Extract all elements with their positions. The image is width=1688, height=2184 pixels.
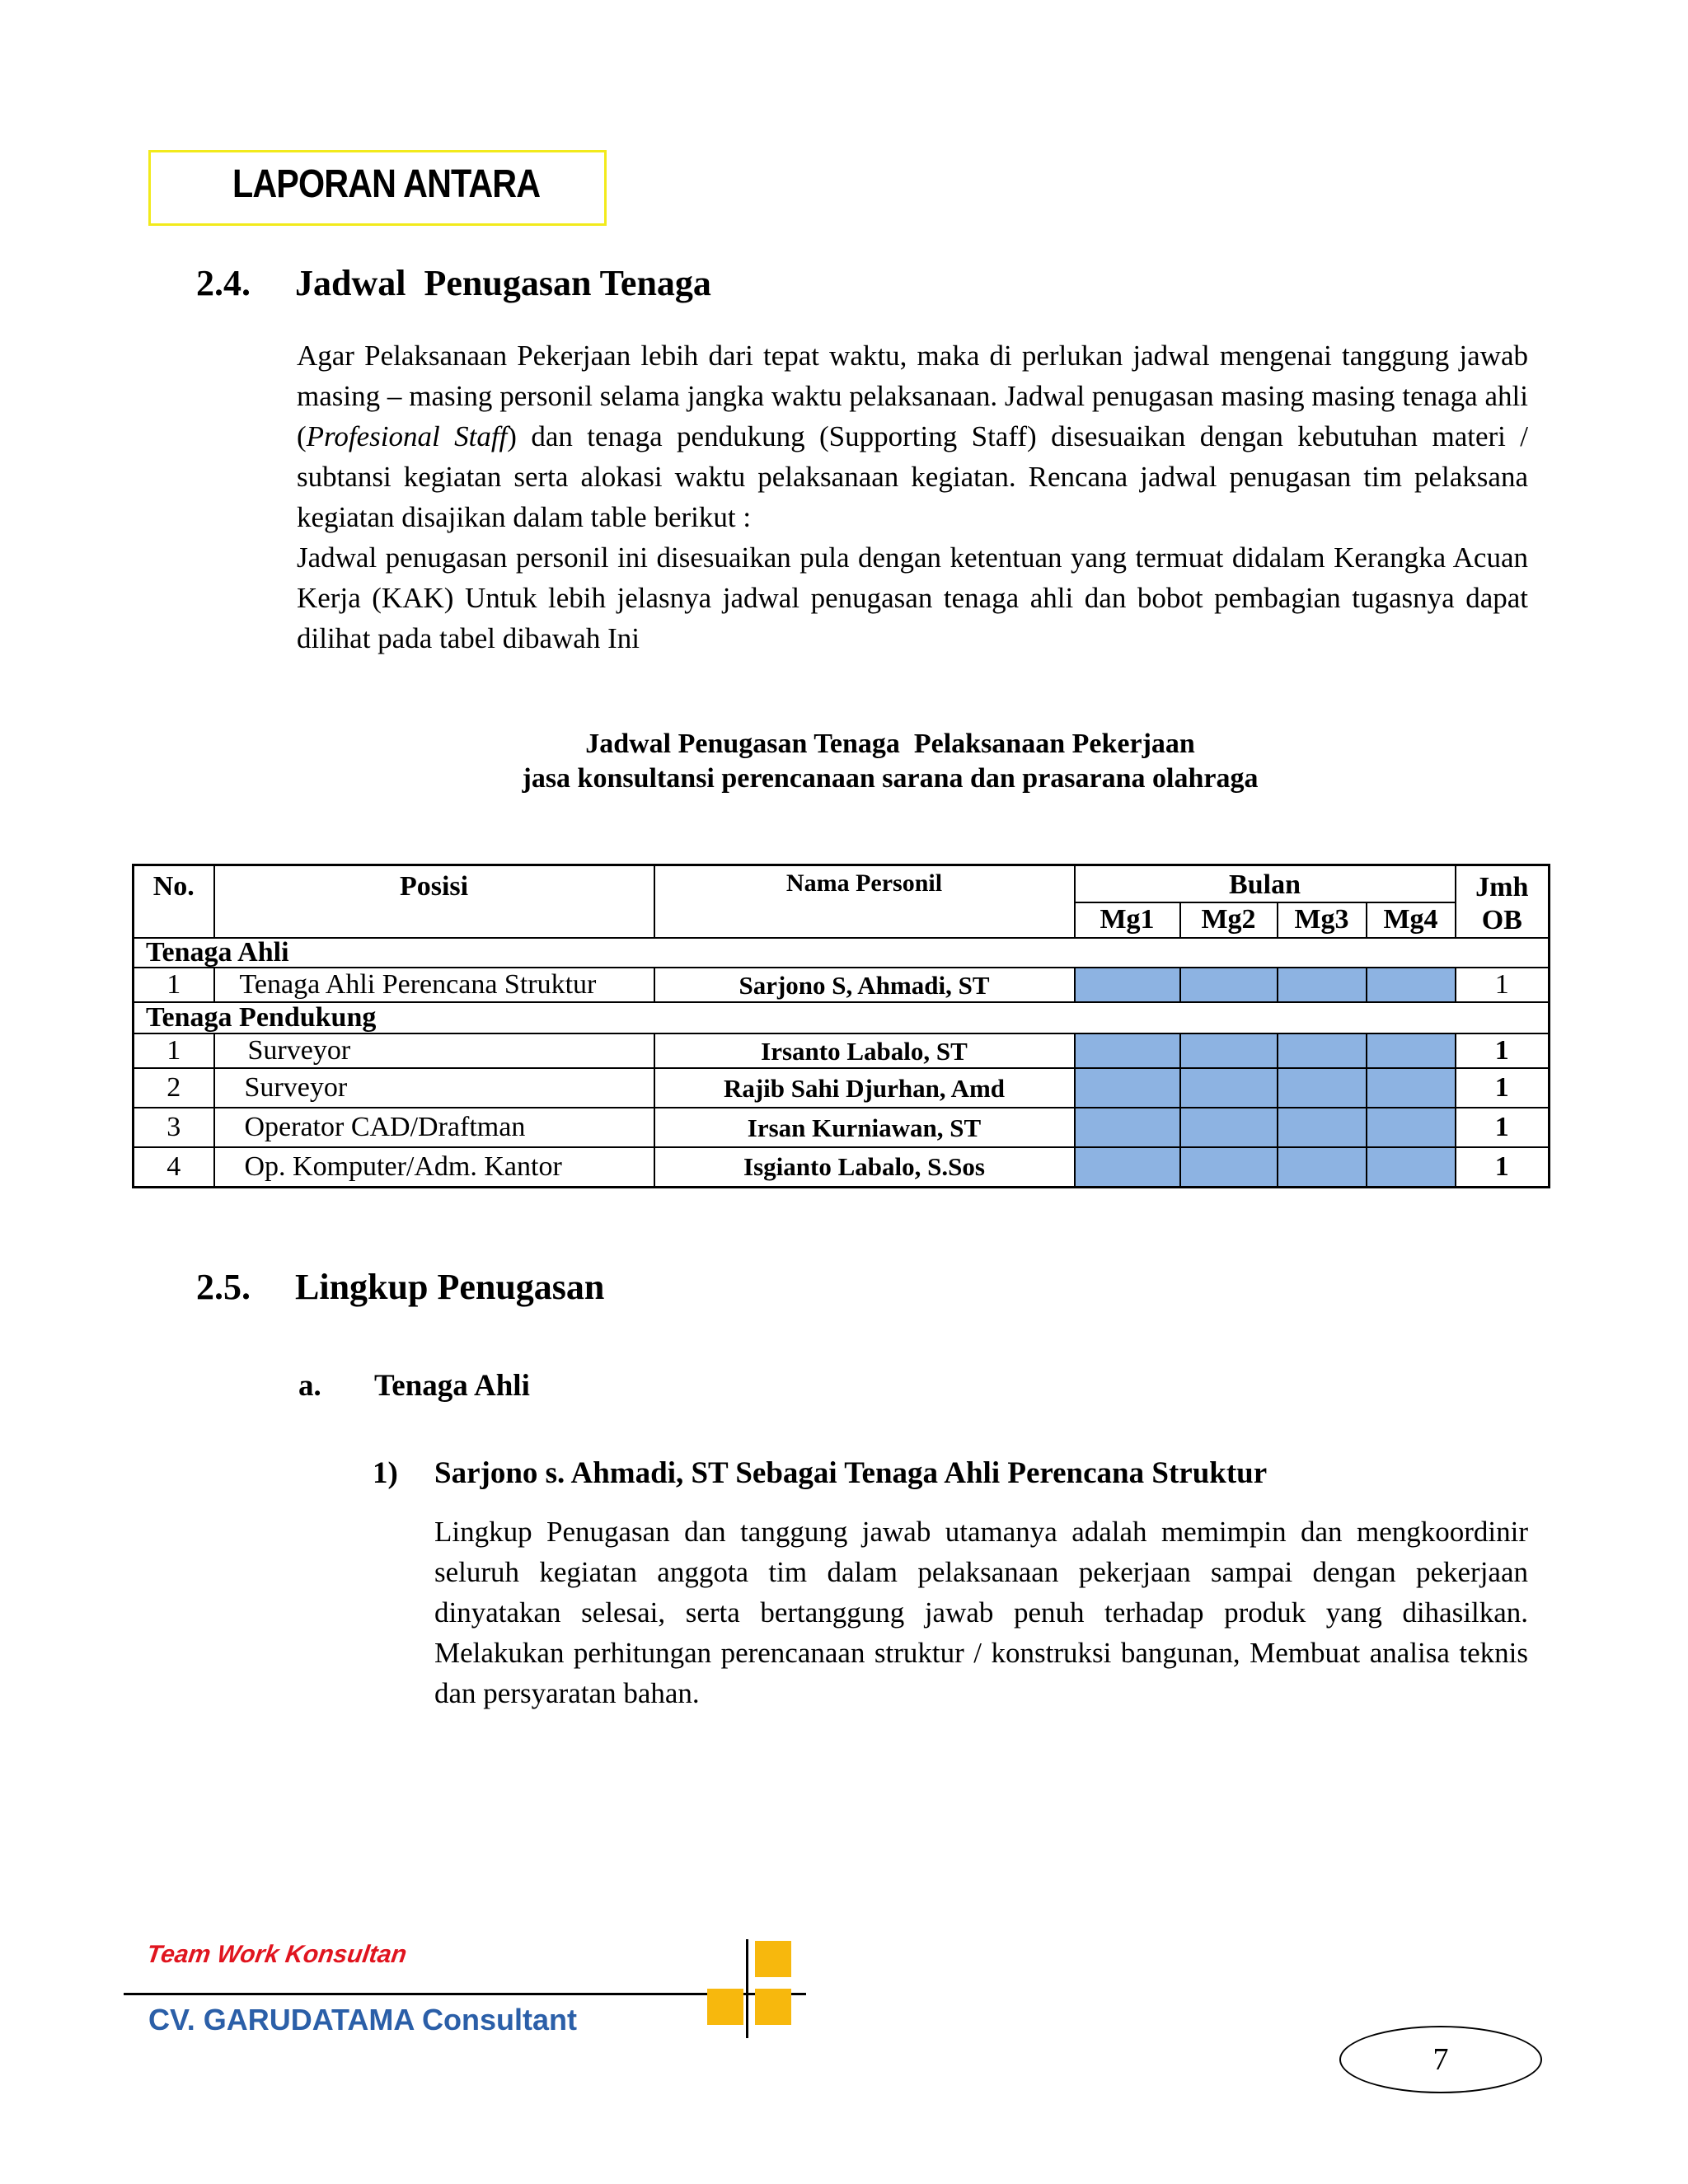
header-ob: OB	[1481, 905, 1522, 935]
row-posisi: Op. Komputer/Adm. Kantor	[214, 1147, 654, 1187]
row-posisi: Surveyor	[214, 1068, 654, 1108]
row-posisi: Tenaga Ahli Perencana Struktur	[214, 968, 654, 1002]
table-row	[134, 1033, 1550, 1068]
schedule-table	[132, 864, 1550, 1188]
table-row	[134, 968, 1550, 1002]
header-no: No.	[134, 865, 214, 939]
paragraph-2: Jadwal penugasan personil ini disesuaikan pula dengan ketentuan yang termuat didalam Kerangka Acuan Kerja (KAK) Untuk lebih jelasnya jadwal penugasan tenaga ahli dan bobot pembagian tugasnya dapat dilihat pada tabel dibawah Ini	[297, 541, 1528, 654]
logo-square	[707, 1989, 743, 2025]
section-title: Jadwal Penugasan Tenaga	[295, 263, 711, 303]
schedule-bar-cell	[1367, 968, 1456, 1002]
group-label: Tenaga Ahli	[134, 938, 1550, 968]
row-no: 3	[134, 1108, 214, 1147]
report-title: LAPORAN ANTARA	[232, 162, 541, 206]
logo-square	[755, 1989, 791, 2025]
row-jmh: 1	[1456, 1108, 1550, 1147]
logo-vertical-line	[746, 1939, 748, 2038]
page-number: 7	[1339, 2026, 1542, 2093]
row-jmh: 1	[1456, 968, 1550, 1002]
table-row	[134, 1108, 1550, 1147]
header-posisi: Posisi	[214, 865, 654, 939]
section-number: 2.5.	[196, 1267, 251, 1307]
company-name: CV. GARUDATAMA Consultant	[148, 2003, 577, 2036]
footer-divider	[124, 1993, 806, 1995]
row-no: 1	[134, 1033, 214, 1068]
group-label: Tenaga Pendukung	[134, 1002, 1550, 1033]
row-jmh: 1	[1456, 1068, 1550, 1108]
schedule-bar-cell	[1180, 968, 1278, 1002]
header-week-3: Mg3	[1278, 902, 1367, 938]
row-posisi: Operator CAD/Draftman	[214, 1108, 654, 1147]
subsection-title: Tenaga Ahli	[374, 1369, 530, 1403]
table-row	[134, 1147, 1550, 1187]
schedule-bar-cell	[1278, 968, 1367, 1002]
table-caption	[313, 727, 1467, 796]
schedule-bar-cell	[1180, 1068, 1278, 1108]
header-jmh-ob	[1456, 865, 1550, 939]
logo-square	[755, 1941, 791, 1977]
header-week-4: Mg4	[1367, 902, 1456, 938]
table-header-row	[134, 865, 1550, 902]
schedule-bar-cell	[1367, 1068, 1456, 1108]
group-row-tenaga-pendukung	[134, 1002, 1550, 1033]
schedule-bar-cell	[1075, 1068, 1180, 1108]
row-jmh: 1	[1456, 1033, 1550, 1068]
row-nama: Irsan Kurniawan, ST	[654, 1108, 1075, 1147]
row-no: 4	[134, 1147, 214, 1187]
row-nama: Isgianto Labalo, S.Sos	[654, 1147, 1075, 1187]
section-2-4-body	[297, 335, 1528, 658]
row-nama: Sarjono S, Ahmadi, ST	[654, 968, 1075, 1002]
paragraph-1-italic: Profesional Staff	[306, 420, 508, 452]
row-no: 1	[134, 968, 214, 1002]
item-label: 1)	[373, 1456, 398, 1490]
team-work-label: Team Work Konsultan	[144, 1941, 409, 1968]
item-title: Sarjono s. Ahmadi, ST Sebagai Tenaga Ahli Perencana Struktur	[434, 1456, 1268, 1490]
item-1-paragraph: Lingkup Penugasan dan tanggung jawab utamanya adalah memimpin dan mengkoordinir seluruh kegiatan anggota tim dalam pelaksanaan pekerjaan sampai dengan pekerjaan dinyatakan selesai, serta bertanggung jawab penuh terhadap produk yang dihasilkan. Melakukan perhitungan perencanaan struktur / konstruksi bangunan, Membuat analisa teknis dan persyaratan bahan.	[434, 1516, 1528, 1709]
row-no: 2	[134, 1068, 214, 1108]
section-2-4-heading	[196, 262, 1020, 308]
header-bulan: Bulan	[1075, 865, 1456, 902]
header-week-1: Mg1	[1075, 902, 1180, 938]
row-nama: Rajib Sahi Djurhan, Amd	[654, 1068, 1075, 1108]
schedule-bar-cell	[1180, 1108, 1278, 1147]
row-posisi: Surveyor	[214, 1033, 654, 1068]
header-jmh: Jmh	[1475, 872, 1529, 902]
schedule-bar-cell	[1367, 1147, 1456, 1187]
subsection-a-heading	[298, 1368, 793, 1409]
schedule-bar-cell	[1075, 1147, 1180, 1187]
section-2-5-heading	[196, 1266, 1020, 1312]
table-row	[134, 1068, 1550, 1108]
schedule-bar-cell	[1278, 1033, 1367, 1068]
schedule-bar-cell	[1278, 1108, 1367, 1147]
schedule-bar-cell	[1180, 1033, 1278, 1068]
table-caption-line-2: jasa konsultansi perencanaan sarana dan prasarana olahraga	[522, 763, 1259, 794]
paragraph-1-part-a: Agar Pelaksanaan Pekerjaan lebih dari tepat waktu, maka di perlukan jadwal mengenai tanggung jawab masing – masing personil selama jangka waktu pelaksanaan. Jadwal penugasan masing masing tenaga ahli (	[297, 340, 1528, 452]
schedule-bar-cell	[1278, 1068, 1367, 1108]
schedule-bar-cell	[1075, 1108, 1180, 1147]
schedule-bar-cell	[1075, 968, 1180, 1002]
header-nama: Nama Personil	[654, 865, 1075, 939]
schedule-bar-cell	[1278, 1147, 1367, 1187]
schedule-bar-cell	[1367, 1108, 1456, 1147]
schedule-bar-cell	[1367, 1033, 1456, 1068]
section-title: Lingkup Penugasan	[295, 1267, 605, 1307]
group-row-tenaga-ahli	[134, 938, 1550, 968]
table-caption-line-1: Jadwal Penugasan Tenaga Pelaksanaan Pekerjaan	[585, 729, 1195, 759]
paragraph-1	[297, 335, 1528, 537]
subsection-label: a.	[298, 1369, 321, 1403]
header-week-2: Mg2	[1180, 902, 1278, 938]
section-number: 2.4.	[196, 263, 251, 303]
schedule-bar-cell	[1075, 1033, 1180, 1068]
row-jmh: 1	[1456, 1147, 1550, 1187]
schedule-bar-cell	[1180, 1147, 1278, 1187]
row-nama: Irsanto Labalo, ST	[654, 1033, 1075, 1068]
paragraph-1-part-b: ) dan tenaga pendukung (Supporting Staff) disesuaikan dengan kebutuhan materi / subtansi kegiatan serta alokasi waktu pelaksanaan kegiatan. Rencana jadwal penugasan tim pelaksana kegiatan disajikan dalam table berikut :	[297, 420, 1528, 533]
item-1-heading	[373, 1455, 1526, 1497]
